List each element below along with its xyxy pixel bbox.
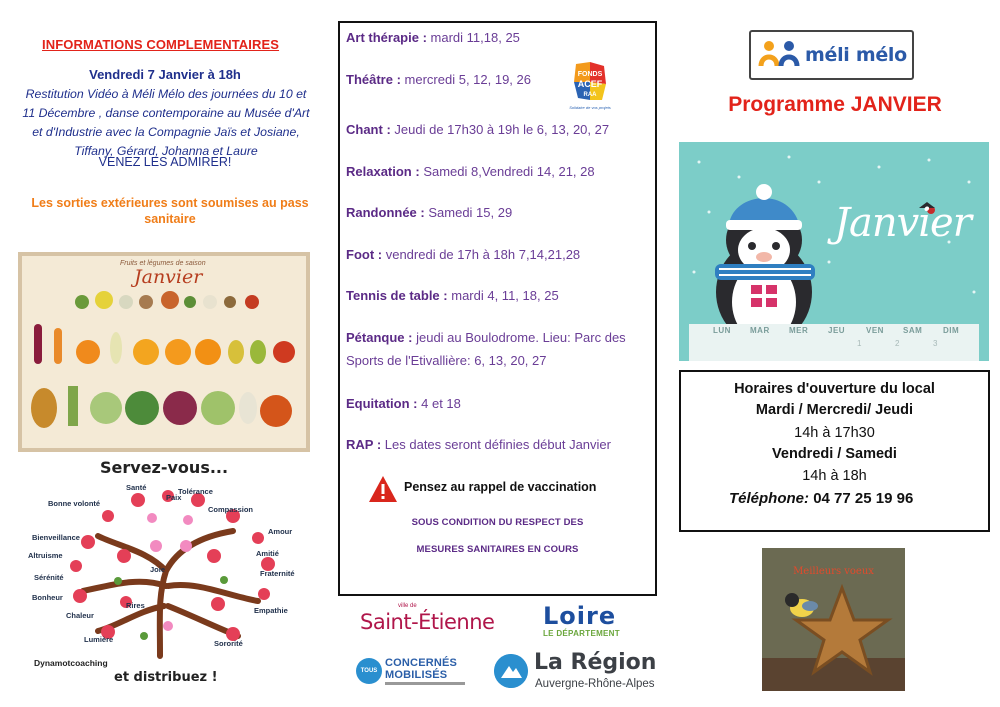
servez-footer-author: Dynamotcoaching <box>34 658 108 668</box>
activity-theatre: Théâtre : mercredi 5, 12, 19, 26 <box>346 72 531 87</box>
opening-hours-box <box>679 370 990 532</box>
best-wishes-text: Meilleurs voeux <box>793 566 874 577</box>
day-number-2: 2 <box>895 339 900 348</box>
servez-title: Servez-vous... <box>100 458 229 477</box>
day-number-1: 1 <box>857 339 862 348</box>
svg-text:Altruisme: Altruisme <box>28 551 63 560</box>
svg-text:Fraternité: Fraternité <box>260 569 295 578</box>
svg-text:Paix: Paix <box>166 493 182 502</box>
seasonal-produce-poster <box>18 252 310 452</box>
vaccination-text: Pensez au rappel de vaccination <box>404 480 597 494</box>
svg-text:Sororité: Sororité <box>214 639 243 648</box>
activity-randonnee: Randonnée : Samedi 15, 29 <box>346 205 513 220</box>
vaccination-reminder <box>368 475 648 509</box>
day-label-sam: SAM <box>903 326 923 335</box>
program-title: Programme JANVIER <box>728 93 942 116</box>
best-wishes-photo <box>762 548 905 691</box>
region-logo <box>494 650 664 696</box>
svg-text:Chaleur: Chaleur <box>66 611 94 620</box>
activity-relaxation: Relaxation : Samedi 8,Vendredi 14, 21, 28 <box>346 164 595 179</box>
activity-chant: Chant : Jeudi de 17h30 à 19h le 6, 13, 20, 27 <box>346 122 610 137</box>
concernes-text: CONCERNÉS <box>385 657 458 669</box>
day-label-mar: MAR <box>750 326 770 335</box>
day-label-ven: VEN <box>866 326 884 335</box>
activity-equitation: Equitation : 4 et 18 <box>346 396 461 411</box>
fonds-acef-logo <box>566 60 614 112</box>
svg-text:Sérénité: Sérénité <box>34 573 64 582</box>
region-mountain-icon <box>494 654 528 688</box>
pass-sanitaire-note: Les sorties extérieures sont soumises au pass sanitaire <box>31 196 309 226</box>
concernes-underline <box>385 682 465 685</box>
activity-rap: RAP : Les dates seront définies début Janvier <box>346 437 611 452</box>
sanitary-condition-line1: SOUS CONDITION DU RESPECT DES <box>411 517 584 528</box>
hours-time-2: 14h à 18h <box>802 468 867 484</box>
svg-text:FONDS: FONDS <box>577 71 603 78</box>
loire-logo <box>543 603 638 643</box>
calendar-strip <box>689 324 979 361</box>
phone-line <box>729 490 913 507</box>
servez-footer-tagline: et distribuez ! <box>114 670 218 685</box>
info-title: INFORMATIONS COMPLEMENTAIRES <box>42 37 280 52</box>
janvier-word: Janvier <box>834 200 971 246</box>
region-text: La Région <box>534 650 657 675</box>
hours-title: Horaires d'ouverture du local <box>734 381 935 397</box>
concernes-badge: TOUS <box>356 658 382 684</box>
svg-text:Bonheur: Bonheur <box>32 593 63 602</box>
warning-icon <box>368 475 398 503</box>
svg-text:Bienveillance: Bienveillance <box>32 533 80 542</box>
meli-melo-text: méli mélo <box>805 44 907 66</box>
meli-melo-logo <box>749 30 914 80</box>
svg-text:Amitié: Amitié <box>256 549 279 558</box>
activity-tennis-de-table: Tennis de table : mardi 4, 11, 18, 25 <box>346 288 559 303</box>
phone-label: Téléphone: <box>729 490 810 507</box>
day-number-3: 3 <box>933 339 938 348</box>
activity-foot: Foot : vendredi de 17h à 18h 7,14,21,28 <box>346 247 581 262</box>
poster-title: Janvier <box>134 266 203 288</box>
activity-petanque: Pétanque : jeudi au Boulodrome. Lieu: Parc des <box>346 330 626 345</box>
poster-subtitle: Fruits et légumes de saison <box>120 260 206 267</box>
svg-text:ACEF: ACEF <box>577 79 603 89</box>
event-description: Restitution Vidéo à Méli Mélo des journées du 10 et 11 Décembre , danse contemporaine au Musée d'Art et d'Industrie avec la Compagnie Jaïs et Josiane, Tiffany, Gérard, Johanna et Laure <box>22 87 310 158</box>
meli-melo-people-icon <box>757 36 803 76</box>
servez-vous-poster <box>28 456 308 690</box>
saint-etienne-logo <box>360 600 510 642</box>
hours-time-1: 14h à 17h30 <box>794 425 875 441</box>
loire-text: Loire <box>543 602 617 630</box>
day-label-mer: MER <box>789 326 809 335</box>
svg-text:Compassion: Compassion <box>208 505 254 514</box>
mobilises-text: MOBILISÉS <box>385 669 448 681</box>
sanitary-condition-line2: MESURES SANITAIRES EN COURS <box>416 544 579 555</box>
svg-text:Amour: Amour <box>268 527 293 536</box>
day-label-jeu: JEU <box>828 326 846 335</box>
loire-subtitle: LE DÉPARTEMENT <box>543 629 620 638</box>
svg-text:Lumière: Lumière <box>84 635 114 644</box>
svg-text:Rires: Rires <box>126 601 145 610</box>
tree-of-hearts-illustration <box>28 456 308 690</box>
svg-text:Bonne volonté: Bonne volonté <box>48 499 101 508</box>
hours-days-1: Mardi / Mercredi/ Jeudi <box>755 402 914 418</box>
svg-text:Solidaire de vos projets: Solidaire de vos projets <box>569 105 611 110</box>
svg-text:Santé: Santé <box>126 483 147 492</box>
svg-text:Empathie: Empathie <box>254 606 288 615</box>
region-subtitle: Auvergne-Rhône-Alpes <box>535 678 655 690</box>
left-column <box>0 0 330 707</box>
saint-etienne-small: ville de <box>398 603 417 609</box>
event-date: Vendredi 7 Janvier à 18h <box>89 67 241 82</box>
svg-text:Tolérance: Tolérance <box>178 487 213 496</box>
svg-text:RAA: RAA <box>583 92 597 98</box>
event-call-to-action: VENEZ LES ADMIRER! <box>98 155 232 169</box>
day-label-dim: DIM <box>943 326 960 335</box>
activities-panel <box>338 21 657 596</box>
saint-etienne-text: Saint-Étienne <box>360 610 495 634</box>
activity-petanque-location: Sports de l'Etivallière: 6, 13, 20, 27 <box>346 353 547 368</box>
phone-number[interactable]: 04 77 25 19 96 <box>813 490 914 507</box>
svg-text:Joie: Joie <box>150 565 166 574</box>
janvier-penguin-card <box>679 142 989 361</box>
activity-art-therapie: Art thérapie : mardi 11,18, 25 <box>346 30 520 45</box>
day-label-lun: LUN <box>713 326 731 335</box>
concernes-mobilises-logo <box>356 655 466 693</box>
hours-days-2: Vendredi / Samedi <box>772 446 897 462</box>
